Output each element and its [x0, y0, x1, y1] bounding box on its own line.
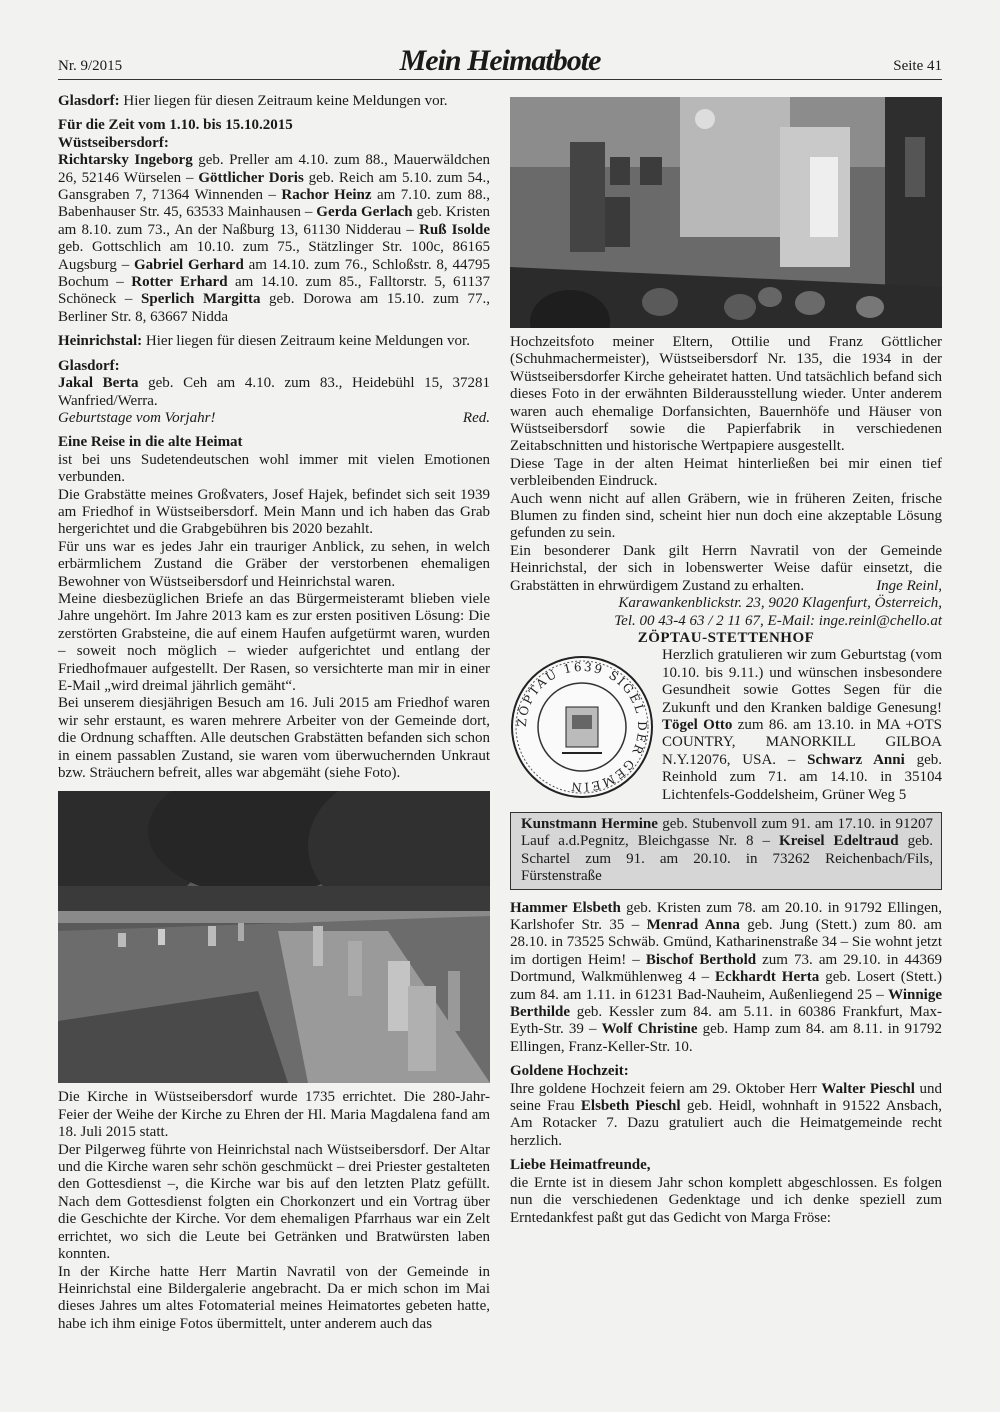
reise-paragraph: Die Grabstätte meines Großvaters, Josef Hajek, befindet sich seit 1939 am Friedhof in Wüstseibersdorf. Mein Mann und ich haben das Grab hergerichtet und die Grabgebühren bis 2020 bezahlt.	[58, 486, 490, 538]
body-text: geb. Gottschlich am 10.10. zum 75., Stätzlinger Str. 100c, 86165 Augsburg –	[58, 239, 490, 273]
glasdorf-notice	[58, 93, 490, 110]
editor-mark: Red.	[462, 409, 490, 426]
body-text: Hier liegen für diesen Zeitraum keine Meldungen vor.	[119, 93, 448, 109]
name-text: Richtarsky Ingeborg	[58, 152, 193, 169]
cemetery-photo-graphic	[58, 791, 490, 1083]
name-text: Eckhardt Herta	[715, 969, 820, 986]
name-text: Glasdorf:	[58, 93, 120, 109]
name-text: Winnige Berthilde	[510, 986, 942, 1021]
church-paragraph: In der Kirche hatte Herr Martin Navratil von der Gemeinde in Heinrichstal eine Bildergalerie angebracht. Da er mich schon im Mai dieses Jahres um altes Fotomaterial meines Heimatortes gebeten hatte, habe ich ihm einige Fotos übermittelt, unter anderem auch das	[58, 1263, 490, 1332]
right-column	[510, 97, 942, 1227]
body-text: geb. Stubenvoll zum 91. am 17.10. in 91207 Lauf a.d.Pegnitz, Bleichgasse Nr. 8 –	[521, 815, 933, 850]
name-text: Rotter Erhard	[131, 274, 228, 291]
reise-paragraph: Für uns war es jedes Jahr ein trauriger Anblick, zu sehen, in welch erbärmlichem Zustand die Gräber der verstorbenen ehemaligen Bewohner von Wüstseibersdorf und Heinrichstal waren.	[58, 538, 490, 590]
glasdorf-birthdays	[58, 375, 490, 410]
body-text: geb. Reich am 5.10. zum 54., Gansgraben 7, 71364 Winnenden –	[58, 169, 490, 204]
church-paragraph: Die Kirche in Wüstseibersdorf wurde 1735 errichtet. Die 280-Jahr-Feier der Weihe der Kirche zu Ehren der Hl. Maria Magdalena fand am 18. Juli 2015 statt.	[58, 1089, 490, 1141]
body-text: am 14.10. zum 85., Falltorstr. 5, 61137 Schöneck –	[58, 274, 490, 308]
municipal-seal-image	[510, 655, 654, 799]
vorjahr-line	[58, 410, 490, 427]
church-interior-graphic	[510, 97, 942, 328]
church-interior-photo	[510, 97, 942, 328]
church-story-paragraph: Ein besonderer Dank gilt Herrn Navratil von der Gemeinde Heinrichstal, der sich in lobenswerter Weise dafür einsetzt, die Grabstätten in ehrwürdigem Zustand zu erhalten. Inge Reinl,	[510, 542, 942, 594]
municipal-seal-graphic	[510, 655, 654, 799]
vorjahr-note: Geburtstage vom Vorjahr!	[58, 409, 216, 426]
body-text: zum 73. am 29.10. in 44369 Dortmund, Walkmühlenweg 4 –	[510, 951, 942, 986]
seal-text: ZÖPTAU 1639 SIGEL DER GEMEIN	[514, 660, 650, 795]
signature-contact: Tel. 00 43-4 63 / 2 11 67, E-Mail: inge.reinl@chello.at	[614, 612, 942, 629]
body-text: Hier liegen für diesen Zeitraum keine Meldungen vor.	[142, 333, 470, 350]
issue-number: Nr. 9/2015	[58, 58, 123, 74]
highlight-birthdays	[521, 816, 933, 886]
golden-wedding-text	[510, 1081, 942, 1151]
body-text: geb. Jung (Stett.) zum 80. am 28.10. in 73525 Schwäb. Gmünd, Katharinenstraße 34 – Sie wohnt jetzt im dortigen Heim! –	[510, 917, 942, 968]
left-column	[58, 93, 490, 1333]
name-text: Rachor Heinz	[281, 187, 372, 204]
name-text: Menrad Anna	[646, 917, 740, 933]
name-text: Jakal Berta	[58, 375, 139, 392]
body-text: geb. Losert (Stett.) zum 84. am 1.11. in 61231 Bad-Nauheim, Außenliegend 25 –	[510, 969, 942, 1003]
reise-paragraph: ist bei uns Sudetendeutschen wohl immer mit vielen Emotionen verbunden.	[58, 451, 490, 486]
body-text: geb. Dorowa am 15.10. zum 77., Berliner Str. 8, 63667 Nidda	[58, 291, 490, 325]
church-story-paragraph: Hochzeitsfoto meiner Eltern, Ottilie und Franz Göttlicher (Schuhmachermeister), Wüstseibersdorf Nr. 135, die 1934 in der Wüstseibersdorfer Kirche geheiratet hatten. Und tatsächlich befand sich dieses Foto in der erwähnten Bilderausstellung wieder. Unter anderem waren auch ehemalige Dorfansichten, Bauernhöfe und Häuser von Wüstseibersdorf sowie die Papierfabrik in verschiedenen Zeitabschnitten und historische Wertpapiere ausgestellt.	[510, 334, 942, 455]
name-text: Hammer Elsbeth	[510, 899, 621, 916]
body-text: am 7.10. zum 88., Babenhauser Str. 45, 63533 Mainhausen –	[58, 187, 490, 221]
name-text: Sperlich Margitta	[141, 291, 261, 308]
body-text: geb. Kessler zum 84. am 5.11. in 60386 Frankfurt, Max-Eyth-Str. 39 –	[510, 1004, 942, 1038]
liebe-text: die Ernte ist in diesem Jahr schon komplett abgeschlossen. Es folgen nun die verschiedenen Gedenktage und ich denke speziell zum Erntedankfest paßt gut das Gedicht von Marga Fröse:	[510, 1174, 942, 1226]
body-text: und seine Frau	[510, 1080, 943, 1115]
zoeptau-birthdays	[662, 647, 942, 804]
golden-wedding-heading: Goldene Hochzeit:	[510, 1063, 629, 1080]
zoeptau-heading: ZÖPTAU-STETTENHOF	[637, 629, 815, 646]
body-text: geb. Heidl, wohnhaft in 91522 Ansbach, Am Rotacker 7. Dazu gratuliert auch die Heimatgemeinde recht herzlich.	[510, 1098, 942, 1149]
body-text: Ihre goldene Hochzeit feiern am 29. Oktober Herr	[510, 1080, 822, 1097]
name-text: Tögel Otto	[662, 716, 733, 733]
header-rule	[58, 79, 942, 80]
page-number: Seite 41	[893, 58, 942, 74]
signature-address: Karawankenblickstr. 23, 9020 Klagenfurt, Österreich,	[618, 595, 942, 612]
reise-heading: Eine Reise in die alte Heimat	[58, 434, 243, 451]
name-text: Bischof Berthold	[645, 951, 757, 968]
church-story-paragraph: Diese Tage in der alten Heimat hinterließen bei mir einen tief verbleibenden Eindruck.	[510, 455, 942, 490]
body-text: geb. Reinhold zum 71. am 14.10. in 35104 Lichtenfels-Goddelsheim, Grüner Weg 5	[662, 751, 942, 803]
heinrichstal-notice	[58, 333, 490, 350]
body-text: Herzlich gratulieren wir zum Geburtstag (vom 10.10. bis 9.11.) und wünschen insbesondere Gesundheit sowie Gottes Segen für die Zukunft und den Kranken baldige Genesung!	[662, 647, 942, 716]
name-text: Kreisel Edeltraud	[779, 833, 899, 850]
period-heading: Für die Zeit vom 1.10. bis 15.10.2015	[58, 117, 293, 134]
church-paragraph: Der Pilgerweg führte von Heinrichstal nach Wüstseibersdorf. Der Altar und die Kirche waren sehr schön geschmückt – drei Priester gestalteten den Gottesdienst –, die Kirche war bis auf den letzten Platz gefüllt. Nach dem Gottesdienst folgten ein Chorkonzert und ein Vortrag über die Geschichte der Kirche. Vor dem ehemaligen Pfarrhaus war ein Zelt errichtet, wo sich die Leute bei Getränken und Bratwürsten laben konnten.	[58, 1141, 490, 1263]
masthead-logo: Mein Heimatbote	[399, 44, 601, 77]
wuestseibersdorf-birthdays	[58, 152, 490, 326]
body-text: geb. Schartel zum 91. am 20.10. in 73262 Reichenbach/Fils, Fürstenstraße	[521, 833, 933, 885]
liebe-heading: Liebe Heimatfreunde,	[510, 1157, 651, 1174]
body-text: zum 86. am 13.10. in MA +OTS COUNTRY, MANORKILL GILBOA N.Y.12076, USA. –	[662, 716, 942, 768]
stettenhof-birthdays	[510, 900, 942, 1057]
highlight-box	[510, 812, 942, 890]
body-text: am 14.10. zum 76., Schloßstr. 8, 44795 Bochum –	[58, 256, 490, 291]
body-text: geb. Ceh am 4.10. zum 83., Heidebühl 15, 37281 Wanfried/Werra.	[58, 375, 490, 409]
signature-name: Inge Reinl,	[876, 577, 942, 594]
body-text: geb. Kristen am 8.10. zum 73., An der Naßburg 13, 61130 Nidderau –	[58, 204, 490, 238]
name-text: Wolf Christine	[601, 1021, 698, 1038]
page-header	[58, 44, 942, 80]
body-text: geb. Hamp zum 84. am 8.11. in 91792 Ellingen, Franz-Keller-Str. 10.	[510, 1021, 942, 1055]
name-text: Gabriel Gerhard	[134, 256, 244, 273]
wuestseibersdorf-heading: Wüstseibersdorf:	[58, 134, 169, 151]
name-text: Schwarz Anni	[807, 751, 905, 768]
body-text: geb. Kristen zum 78. am 20.10. in 91792 Ellingen, Karlshofer Str. 35 –	[510, 899, 942, 933]
name-text: Gerda Gerlach	[316, 204, 413, 221]
reise-paragraph: Meine diesbezüglichen Briefe an das Bürgermeisteramt blieben viele Jahre ungehört. Im Jahre 2013 kam es zur ersten positiven Lösung: Die zerstörten Grabsteine, die auf einem Haufen aufgetürmt waren, wurden – soweit noch möglich – wieder aufgerichtet und entlang der Friedhofmauer aufgestellt. Der Rasen, so versichterte man mir in einer E-Mail „wird dreimal jährlich gemäht“.	[58, 590, 490, 694]
name-text: Kunstmann Hermine	[521, 815, 658, 832]
name-text: Walter Pieschl	[821, 1080, 915, 1097]
name-text: Elsbeth Pieschl	[580, 1098, 681, 1115]
glasdorf-heading: Glasdorf:	[58, 357, 120, 374]
name-text: Ruß Isolde	[419, 221, 491, 238]
cemetery-photo	[58, 791, 490, 1083]
zoeptau-greeting-block	[510, 647, 942, 804]
church-story-paragraph: Auch wenn nicht auf allen Gräbern, wie in früheren Zeiten, frische Blumen zu finden sind, scheint hier nun doch eine akzeptable Lösung gefunden zu sein.	[510, 490, 942, 542]
name-text: Göttlicher Doris	[198, 169, 304, 186]
body-text: geb. Preller am 4.10. zum 88., Mauerwäldchen 26, 52146 Würselen –	[58, 152, 491, 186]
name-text: Heinrichstal:	[58, 333, 143, 350]
reise-paragraph: Bei unserem diesjährigen Besuch am 16. Juli 2015 am Friedhof waren wir sehr erstaunt, es waren mehrere Arbeiter von der Gemeinde dort, die Ordnung schafften. Alle deutschen Grabstätten befanden sich schon in einem passablen Zustand, sie waren vom überwuchernden Unkraut bzw. Sträuchern befreit, alles war abgemäht (siehe Foto).	[58, 695, 490, 782]
